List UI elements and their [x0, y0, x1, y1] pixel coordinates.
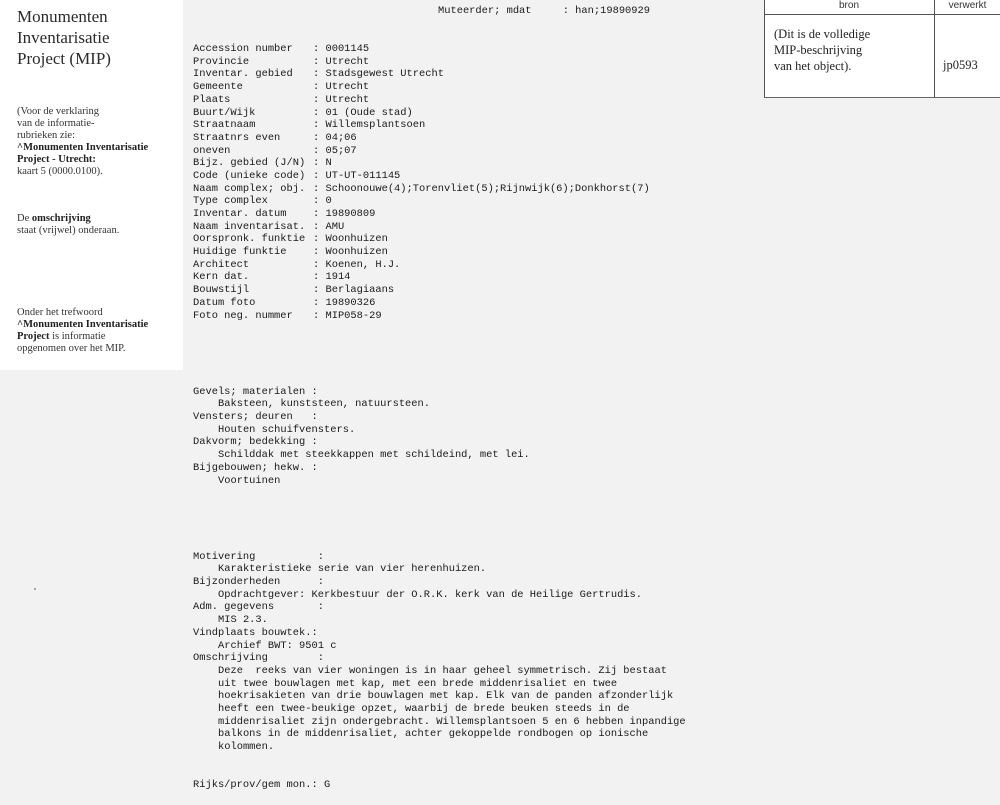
field-row [193, 208, 686, 221]
field-label: Foto neg. nummer [193, 309, 293, 322]
field-label: Naam inventarisat. [193, 220, 306, 233]
section-heading: Dakvorm; bedekking : [193, 436, 318, 449]
section-text: Opdrachtgever: Kerkbestuur der O.R.K. kerk van de Heilige Gertrudis. [218, 588, 643, 601]
field-row [193, 310, 686, 323]
mutation-info: Muteerder; mdat : han;19890929 [438, 5, 651, 17]
section-text: Baksteen, kunststeen, natuursteen. [218, 398, 431, 411]
field-row [193, 119, 686, 132]
field-value: : Utrecht [313, 55, 370, 68]
title-line-1: Monumenten [17, 7, 108, 26]
field-value: : N [313, 157, 332, 170]
field-value: : Woonhuizen [313, 233, 388, 246]
note-trefwoord [17, 307, 148, 355]
field-label: Bijz. gebied (J/N) [193, 157, 306, 170]
title-line-3: Project (MIP) [17, 49, 111, 68]
section-text: uit twee bouwlagen met kap, met een brede middenrisaliet en twee [218, 677, 618, 690]
field-label: Straatnaam [193, 119, 256, 132]
field-value: : 05;07 [313, 144, 357, 157]
note-verklaring-post: kaart 5 (0000.0100). [17, 166, 103, 177]
section-text: Houten schuifvensters. [218, 423, 356, 436]
field-row [193, 297, 686, 310]
spacer [193, 348, 686, 361]
note-trefwoord-bold: ^Monumenten Inventarisatie Project [17, 319, 149, 342]
field-row [193, 132, 686, 145]
note-omschrijving [17, 213, 119, 237]
section-text: Archief BWT: 9501 c [218, 639, 337, 652]
header-bron: bron [838, 0, 859, 11]
field-label: Naam complex; obj. [193, 182, 306, 195]
field-value: : Woonhuizen [313, 246, 388, 259]
field-row [193, 195, 686, 208]
note-verklaring-pre: (Voor de verklaring van de informatie- rubrieken zie: [17, 106, 100, 141]
section-text: hoekrisakieten van drie bouwlagen met kap. Elk van de panden afzonderlijk [218, 690, 674, 703]
field-label: Inventar. datum [193, 208, 287, 221]
field-value: : Schoonouwe(4);Torenvliet(5);Rijnwijk(6);Donkhorst(7) [313, 182, 650, 195]
field-label: Kern dat. [193, 271, 250, 284]
field-label: Code (unieke code) [193, 169, 306, 182]
mip-record [193, 5, 686, 805]
field-row [193, 271, 686, 284]
sidebar [0, 0, 183, 370]
note-trefwoord-pre: Onder het trefwoord [17, 307, 103, 318]
note-verklaring [17, 106, 148, 178]
section-heading: Bijgebouwen; hekw. : [193, 461, 318, 474]
scan-speck [34, 588, 36, 590]
section-text: Karakteristieke serie van vier herenhuizen. [218, 563, 487, 576]
section-heading: Bijzonderheden : [193, 576, 324, 589]
field-value: : MIP058-29 [313, 309, 382, 322]
field-row [193, 170, 686, 183]
field-value: : 19890809 [313, 208, 376, 221]
field-label: Datum foto [193, 296, 256, 309]
header-verwerkt: verwerkt [948, 0, 987, 11]
field-value: : 01 (Oude stad) [313, 106, 413, 119]
field-row [193, 221, 686, 234]
field-value: : 1914 [313, 271, 351, 284]
note-omschrijving-pre: De [17, 213, 32, 224]
section-text: balkons in de middenrisaliet, achter gekoppelde rondbogen op ionische [218, 728, 649, 741]
field-value: : AMU [313, 220, 345, 233]
section-heading: Motivering : [193, 550, 324, 563]
table-header [764, 0, 1000, 15]
field-row [193, 43, 686, 56]
field-label: oneven [193, 144, 231, 157]
section-text: MIS 2.3. [218, 614, 268, 627]
section-heading: Vindplaats bouwtek.: [193, 626, 318, 639]
field-row [193, 183, 686, 196]
field-row [193, 81, 686, 94]
spacer [193, 513, 686, 526]
note-omschrijving-bold: omschrijving [31, 213, 91, 224]
section-text: kolommen. [218, 741, 275, 754]
field-row [193, 94, 686, 107]
record-fields [193, 43, 686, 322]
verwerkt-cell: jp0593 [943, 58, 978, 72]
field-label: Architect [193, 258, 250, 271]
field-value: : Utrecht [313, 81, 370, 94]
field-label: Buurt/Wijk [193, 106, 256, 119]
field-value: : Willemsplantsoen [313, 119, 426, 132]
field-row [193, 68, 686, 81]
field-value: : UT-UT-011145 [313, 169, 401, 182]
title-line-2: Inventarisatie [17, 28, 110, 47]
section-text: heeft een twee-beukige opzet, waarbij de brede beuken steeds in de [218, 702, 630, 715]
field-label: Gemeente [193, 81, 243, 94]
field-label: Oorspronk. funktie [193, 233, 306, 246]
field-value: : 19890326 [313, 296, 376, 309]
field-value: : 04;06 [313, 131, 357, 144]
field-row [193, 246, 686, 259]
section-heading: Adm. gegevens : [193, 601, 324, 614]
field-row [193, 157, 686, 170]
field-value: : Stadsgewest Utrecht [313, 68, 444, 81]
section-heading: Omschrijving : [193, 652, 324, 665]
field-value: : 0001145 [313, 43, 370, 56]
field-row [193, 284, 686, 297]
field-row [193, 259, 686, 272]
field-value: : Utrecht [313, 93, 370, 106]
field-label: Plaats [193, 93, 231, 106]
section-heading: Gevels; materialen : [193, 385, 318, 398]
section-text: Schilddak met steekkappen met schildeind, met lei. [218, 449, 530, 462]
page-title [17, 6, 111, 69]
note-verklaring-bold: ^Monumenten Inventarisatie Project - Utrecht: [17, 142, 149, 165]
record-sections-materials [193, 386, 686, 488]
field-label: Bouwstijl [193, 284, 250, 297]
section-text: Deze reeks van vier woningen is in haar geheel symmetrisch. Zij bestaat [218, 664, 667, 677]
field-value: : Berlagiaans [313, 284, 395, 297]
record-sections-description [193, 551, 686, 754]
bron-cell: (Dit is de volledige MIP-beschrijving van het object). [774, 27, 871, 73]
field-value: : Koenen, H.J. [313, 258, 401, 271]
field-row [193, 145, 686, 158]
field-label: Accession number [193, 43, 293, 56]
field-label: Type complex [193, 195, 268, 208]
note-trefwoord-post: is informatie opgenomen over het MIP. [17, 331, 126, 354]
monument-status: Rijks/prov/gem mon.: G [193, 779, 331, 792]
field-value: : 0 [313, 195, 332, 208]
field-label: Inventar. gebied [193, 68, 293, 81]
field-label: Straatnrs even [193, 131, 281, 144]
field-row [193, 233, 686, 246]
source-table [764, 0, 1000, 98]
field-row [193, 107, 686, 120]
field-label: Provincie [193, 55, 250, 68]
note-omschrijving-post: staat (vrijwel) onderaan. [17, 225, 120, 236]
section-heading: Vensters; deuren : [193, 411, 318, 424]
section-text: Voortuinen [218, 474, 281, 487]
field-row [193, 56, 686, 69]
field-label: Huidige funktie [193, 246, 287, 259]
section-text: middenrisaliet zijn ondergebracht. Willemsplantsoen 5 en 6 hebben inpandige [218, 715, 686, 728]
